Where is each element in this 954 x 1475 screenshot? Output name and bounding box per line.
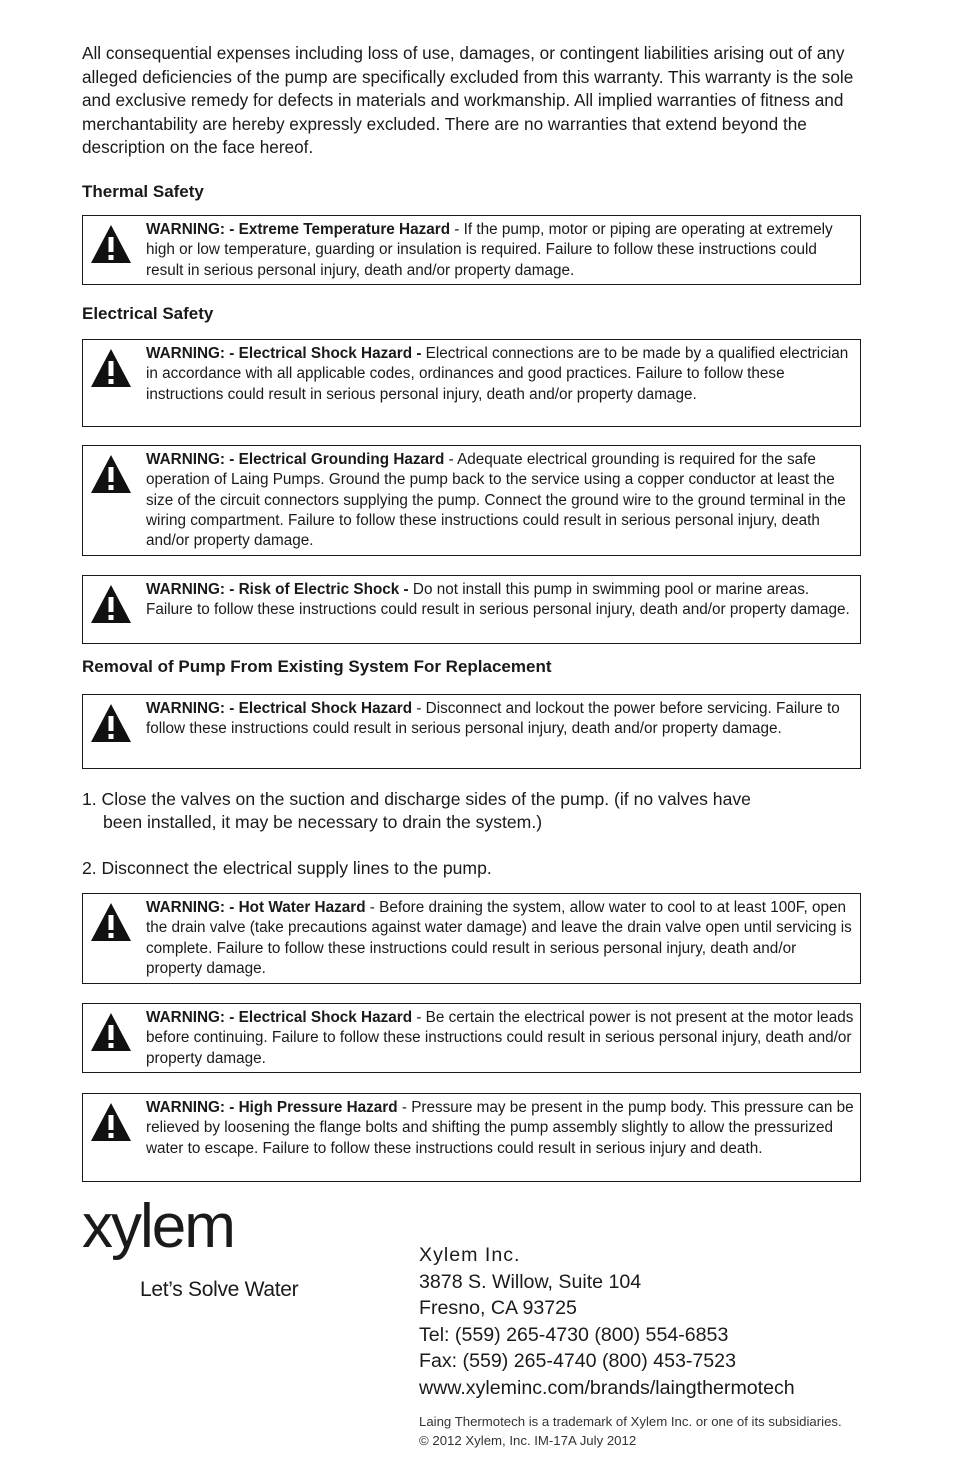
- heading-removal-of-pump: Removal of Pump From Existing System For Replacement: [82, 657, 552, 676]
- website-link[interactable]: www.xyleminc.com/brands/laingthermotech: [419, 1376, 795, 1399]
- warning-box-high-pressure: [82, 1093, 861, 1182]
- warning-box-extreme-temperature: [82, 215, 861, 285]
- copyright-notice: © 2012 Xylem, Inc. IM-17A July 2012: [419, 1433, 637, 1448]
- xylem-tagline: Let’s Solve Water: [140, 1278, 299, 1301]
- warning-text: WARNING: - High Pressure Hazard - Pressure may be present in the pump body. This pressure can be relieved by loosening the flange bolts and shifting the pump assembly slightly to allow the pressurized water to escape. Failure to follow these instructions could result in serious injury and death.: [146, 1099, 854, 1157]
- warning-box-hot-water: [82, 893, 861, 984]
- warning-text: WARNING: - Electrical Shock Hazard - Be certain the electrical power is not present at the motor leads before continuing. Failure to follow these instructions could result in serious personal injury, death and/or property damage.: [146, 1009, 854, 1067]
- heading-electrical-safety: Electrical Safety: [82, 304, 214, 323]
- heading-thermal-safety: Thermal Safety: [82, 182, 204, 201]
- address-line-1: 3878 S. Willow, Suite 104: [419, 1270, 642, 1293]
- warning-triangle-icon: [89, 1011, 133, 1053]
- warning-text: WARNING: - Extreme Temperature Hazard - If the pump, motor or piping are operating at extremely high or low temperature, guarding or insulation is required. Failure to follow these instructions could result in serious personal injury, death and/or property damage.: [146, 221, 833, 279]
- address-line-2: Fresno, CA 93725: [419, 1297, 577, 1319]
- trademark-notice: Laing Thermotech is a trademark of Xylem Inc. or one of its subsidiaries.: [419, 1414, 842, 1429]
- warning-text: WARNING: - Electrical Shock Hazard - Electrical connections are to be made by a qualified electrician in accordance with all applicable codes, ordinances and good practices. Failure to follow these instructions could result in serious personal injury, death and/or property damage.: [146, 345, 849, 403]
- warning-text: WARNING: - Risk of Electric Shock - Do not install this pump in swimming pool or marine areas. Failure to follow these instructions could result in serious personal injury, death and/or property damage.: [146, 581, 850, 619]
- telephone: Tel: (559) 265-4730 (800) 554-6853: [419, 1323, 729, 1346]
- warranty-exclusion-paragraph: All consequential expenses including loss of use, damages, or contingent liabilities arising out of any alleged deficiencies of the pump are specifically excluded from this warranty. This warranty is the sole and exclusive remedy for defects in materials and workmanship. All implied warranties of fitness and merchantability are hereby expressly excluded. There are no warranties that extend beyond the description on the face hereof.: [82, 43, 854, 158]
- warning-box-disconnect-power: [82, 694, 861, 769]
- warning-text: WARNING: - Electrical Shock Hazard - Disconnect and lockout the power before servicing. Failure to follow these instructions could result in serious personal injury, death and/or property damage.: [146, 700, 840, 738]
- warning-triangle-icon: [89, 901, 133, 943]
- warning-text: WARNING: - Electrical Grounding Hazard - Adequate electrical grounding is required for the safe operation of Laing Pumps. Ground the pump back to the service using a copper conductor at least the size of the circuit connectors supplying the pump. Connect the ground wire to the ground terminal in the wiring compartment. Failure to follow these instructions could result in serious personal injury, death and/or property damage.: [146, 451, 846, 550]
- warning-box-electrical-shock: [82, 339, 861, 427]
- fax: Fax: (559) 265-4740 (800) 453-7523: [419, 1350, 736, 1372]
- warning-triangle-icon: [89, 453, 133, 495]
- warning-triangle-icon: [89, 347, 133, 389]
- warning-text: WARNING: - Hot Water Hazard - Before draining the system, allow water to cool to at least 100F, open the drain valve (take precautions against water damage) and leave the drain valve open until servicing is complete. Failure to follow these instructions could result in serious personal injury, death and/or property damage.: [146, 899, 852, 977]
- step-1-line-2: been installed, it may be necessary to drain the system.): [103, 812, 543, 832]
- warning-box-motor-leads: [82, 1003, 861, 1073]
- fine-print: [419, 1412, 842, 1450]
- xylem-logo: xylem: [82, 1192, 234, 1261]
- warning-triangle-icon: [89, 702, 133, 744]
- warning-triangle-icon: [89, 1101, 133, 1143]
- step-1-line-1: 1. Close the valves on the suction and discharge sides of the pump. (if no valves have: [82, 789, 751, 809]
- step-2: 2. Disconnect the electrical supply lines to the pump.: [82, 858, 492, 878]
- contact-block: [419, 1242, 795, 1401]
- warning-box-electric-shock-pool: [82, 575, 861, 644]
- warning-triangle-icon: [89, 583, 133, 625]
- warning-triangle-icon: [89, 223, 133, 265]
- company-name: Xylem Inc.: [419, 1244, 521, 1266]
- warning-box-electrical-grounding: [82, 445, 861, 556]
